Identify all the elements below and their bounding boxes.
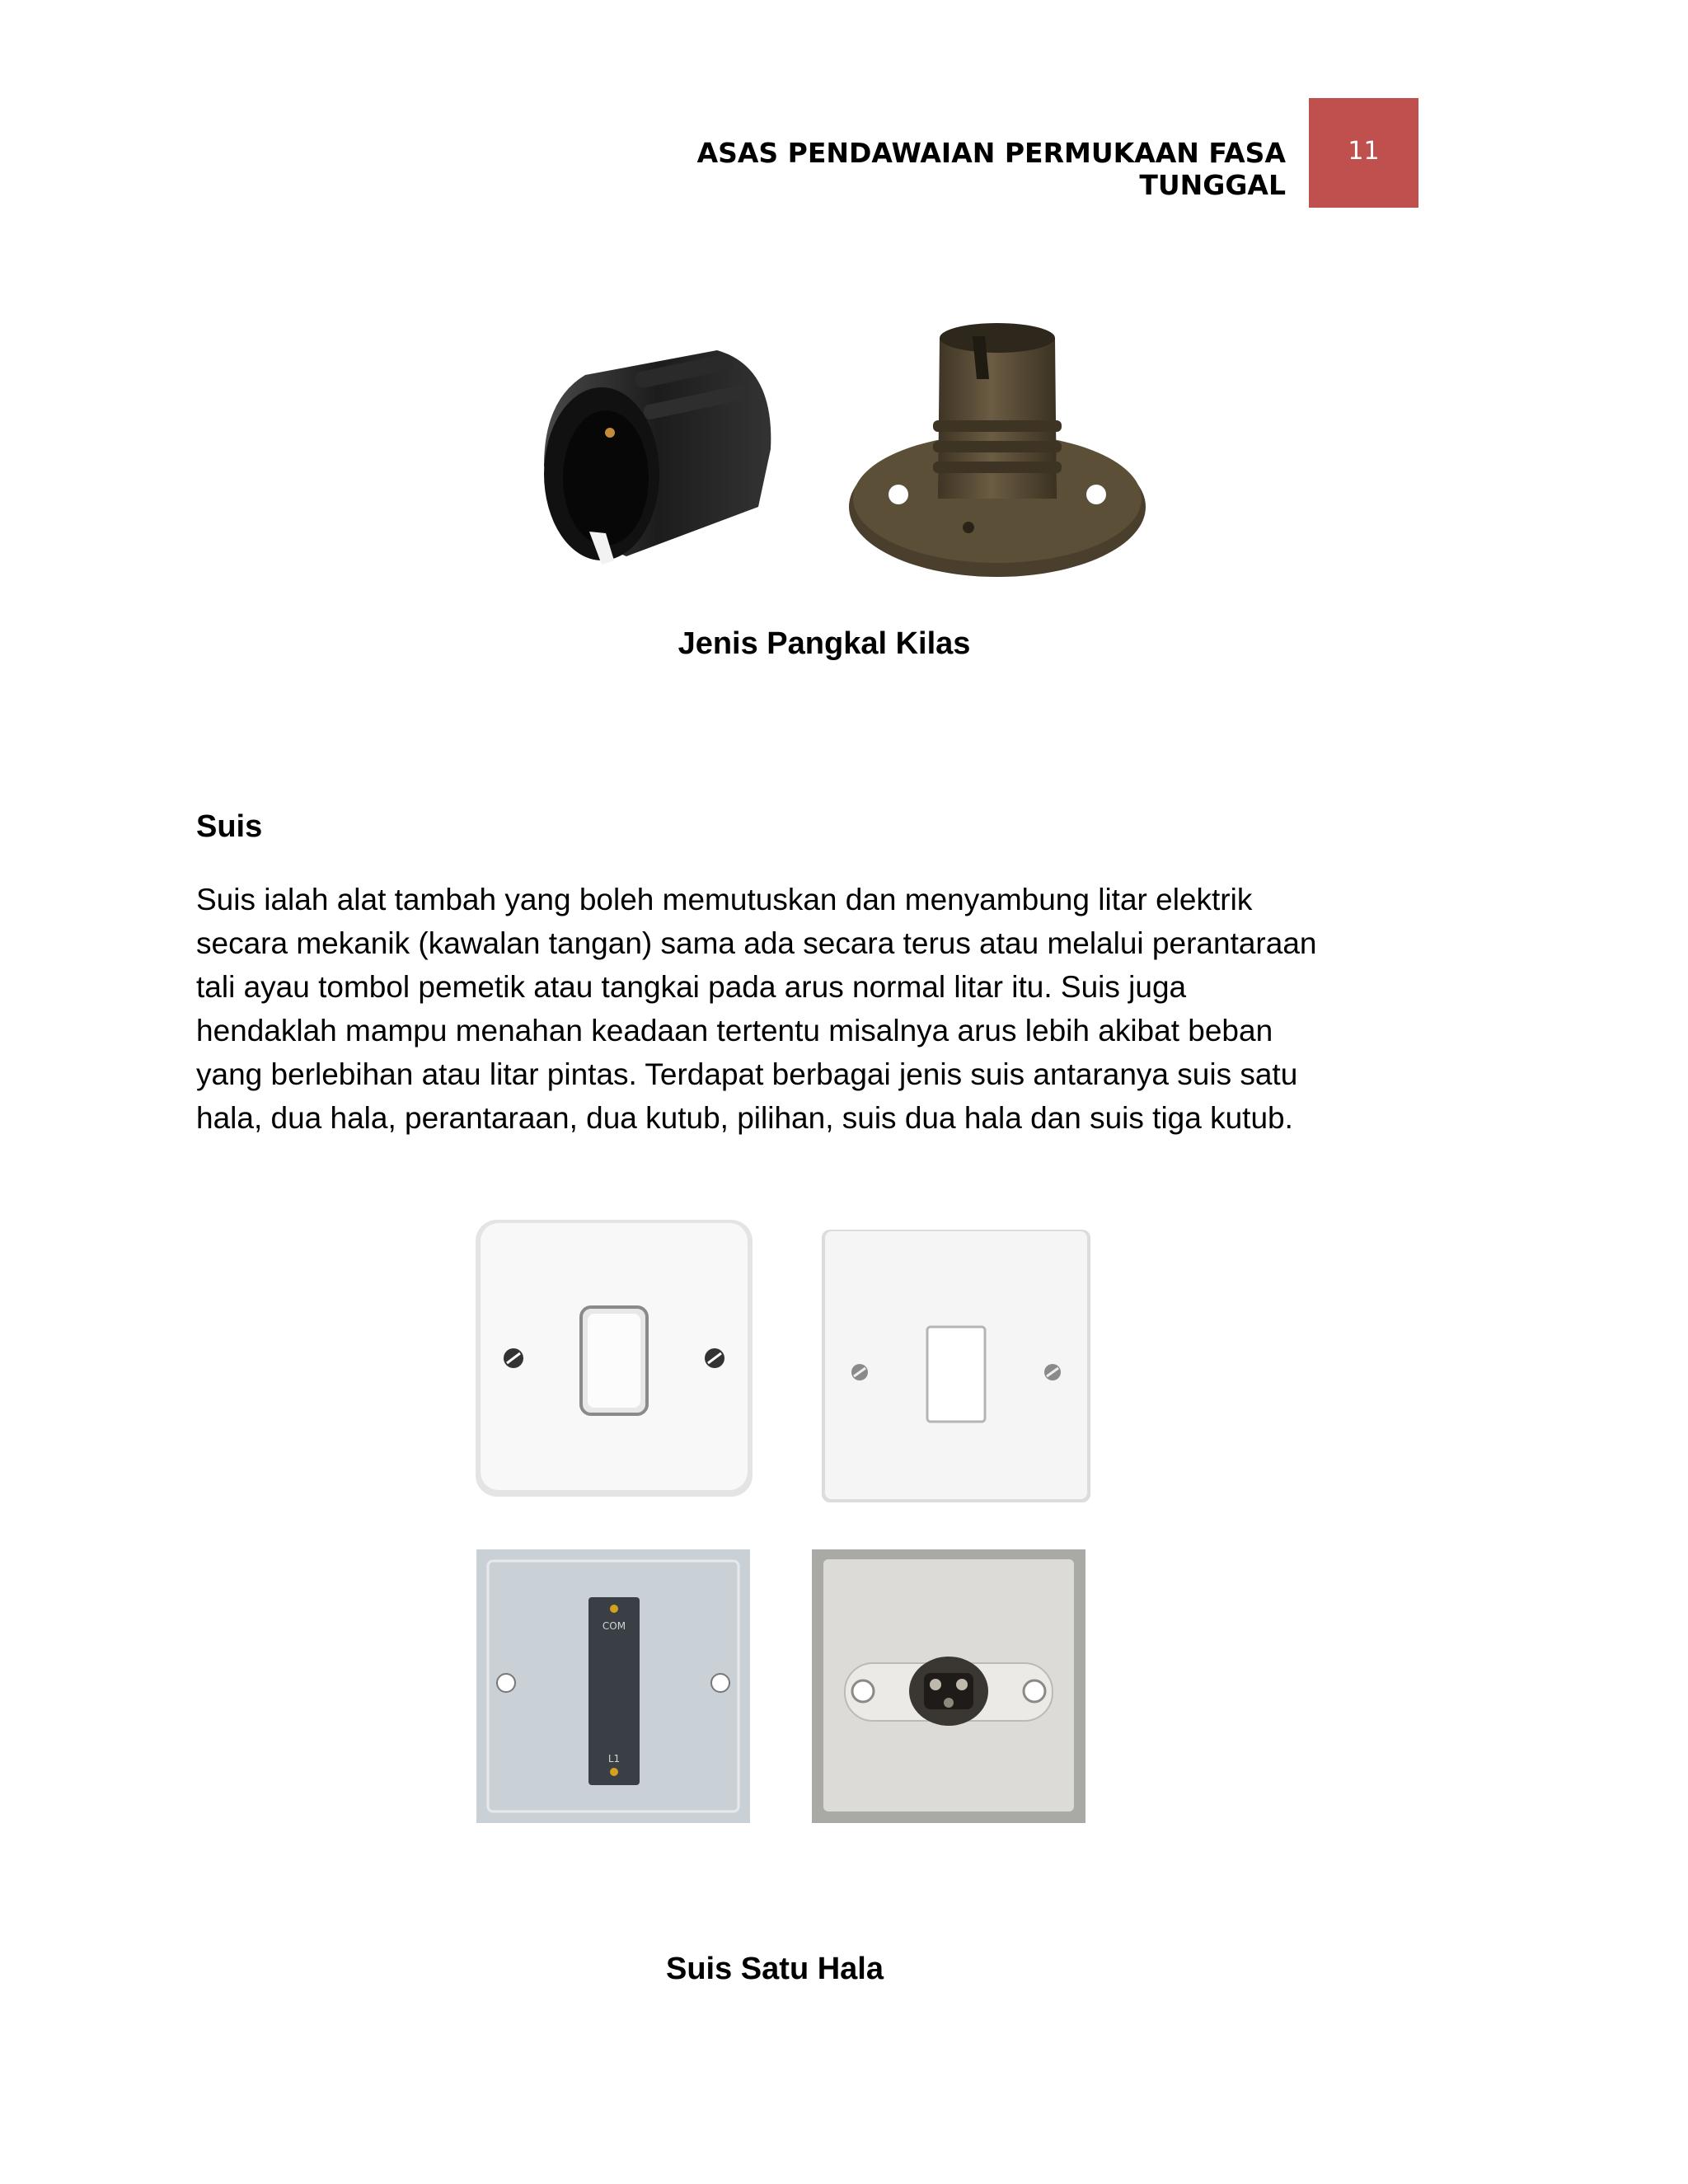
wall-switch-icon (822, 1230, 1090, 1502)
switch-rear-mechanism-icon (812, 1549, 1085, 1823)
page-number-badge: 11 (1309, 98, 1418, 208)
paragraph-line: hendaklah mampu menahan keadaan tertentu misalnya arus lebih akibat beban (196, 1014, 1273, 1047)
batten-lampholder-black-icon (544, 350, 771, 565)
switch-rear-terminal-icon (476, 1549, 750, 1823)
paragraph-line: secara mekanik (kawalan tangan) sama ada secara terus atau melalui perantaraan (196, 926, 1317, 960)
section-heading: Suis (196, 809, 263, 844)
paragraph-line: Suis ialah alat tambah yang boleh memutuskan dan menyambung litar elektrik (196, 883, 1253, 916)
section-paragraph (196, 878, 1432, 1140)
figure2-caption: Suis Satu Hala (666, 1952, 884, 1986)
header-title: ASAS PENDAWAIAN PERMUKAAN FASA TUNGGAL (696, 137, 1286, 201)
wall-switch-icon (476, 1220, 753, 1497)
switch-rear-2-image (812, 1549, 1085, 1823)
switch-front-1-image (474, 1218, 754, 1498)
paragraph-line: tali ayau tombol pemetik atau tangkai pada arus normal litar itu. Suis juga (196, 970, 1187, 1004)
batten-lampholder-brown-icon (849, 323, 1146, 577)
terminal-label-l1: L1 (607, 1753, 621, 1765)
lampholder-brown-image (841, 321, 1154, 593)
terminal-label-com: COM (602, 1620, 626, 1632)
switch-front-2-image (820, 1228, 1092, 1504)
switch-rear-1-image (476, 1549, 750, 1823)
lampholder-black-image (511, 317, 783, 589)
paragraph-line: yang berlebihan atau litar pintas. Terdapat berbagai jenis suis antaranya suis satu (196, 1057, 1298, 1091)
paragraph-line: hala, dua hala, perantaraan, dua kutub, pilihan, suis dua hala dan suis tiga kutub. (196, 1101, 1293, 1135)
figure1-caption: Jenis Pangkal Kilas (678, 626, 971, 661)
